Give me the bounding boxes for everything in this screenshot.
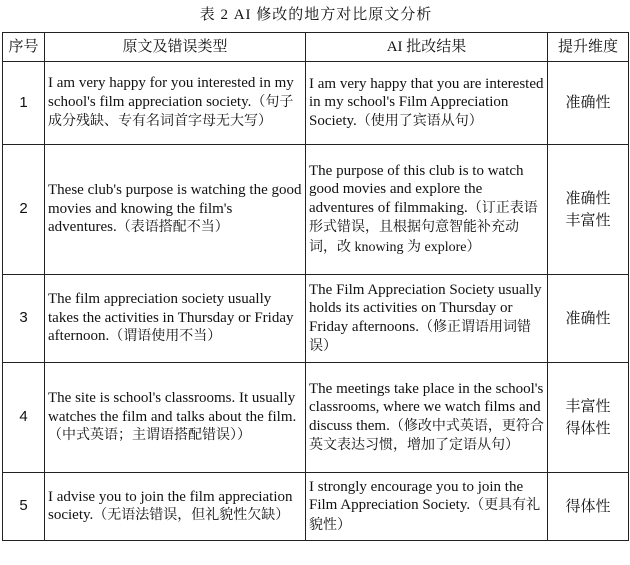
original-text-cell bbox=[45, 62, 306, 145]
ai-note: （更具有礼貌性） bbox=[309, 498, 541, 533]
row-number: 2 bbox=[3, 145, 45, 275]
row-number: 3 bbox=[3, 275, 45, 363]
ai-text-cell bbox=[306, 275, 548, 363]
dimension-cell bbox=[548, 145, 629, 275]
ai-text-cell bbox=[306, 363, 548, 473]
table-caption: 表 2 AI 修改的地方对比原文分析 bbox=[199, 7, 433, 23]
dimension-label: 得体性 bbox=[565, 498, 611, 515]
original-error-note: （无语法错误，但礼貌性欠缺） bbox=[93, 508, 290, 523]
ai-note: （修正谓语用词错误） bbox=[309, 319, 531, 354]
original-text-cell bbox=[45, 473, 306, 541]
dimension-cell bbox=[548, 473, 629, 541]
dimension-label: 准确性 bbox=[565, 190, 611, 207]
dimension-label: 准确性 bbox=[565, 310, 611, 327]
original-error-note: （表语搭配不当） bbox=[116, 220, 229, 236]
dimension-label: 得体性 bbox=[565, 420, 611, 437]
table-header-row bbox=[3, 33, 629, 62]
header-number: 序号 bbox=[3, 33, 45, 62]
original-text: The film appreciation society usually takes the activities in Thursday or Friday afternoon. bbox=[48, 291, 294, 345]
original-text-cell bbox=[45, 275, 306, 363]
ai-note: （修改中式英语，更符合英文表达习惯，增加了定语从句） bbox=[309, 418, 544, 453]
row-number: 4 bbox=[3, 363, 45, 473]
table-row bbox=[3, 275, 629, 363]
original-text: I advise you to join the film appreciation society. bbox=[48, 488, 293, 523]
ai-note: （订正表语形式错误，且根据句意智能补充动词，改 knowing 为 explore） bbox=[309, 200, 538, 255]
row-number: 1 bbox=[3, 62, 45, 145]
table-row bbox=[3, 473, 629, 541]
original-error-note: （谓语使用不当） bbox=[109, 329, 222, 345]
dimension-cell bbox=[548, 363, 629, 473]
ai-note: （使用了宾语从句） bbox=[356, 113, 483, 129]
table-row bbox=[3, 62, 629, 145]
ai-text: The meetings take place in the school's classrooms, where we watch films and discuss them. bbox=[309, 380, 544, 434]
row-number: 5 bbox=[3, 473, 45, 541]
table-row bbox=[3, 145, 629, 275]
dimension-label: 丰富性 bbox=[565, 398, 611, 415]
header-ai: AI 批改结果 bbox=[306, 33, 548, 62]
comparison-table bbox=[2, 32, 629, 541]
ai-text-cell bbox=[306, 62, 548, 145]
ai-text: The purpose of this club is to watch good movies and explore the adventures of filmmaking. bbox=[309, 162, 524, 216]
ai-text-cell bbox=[306, 145, 548, 275]
dimension-cell bbox=[548, 62, 629, 145]
dimension-cell bbox=[548, 275, 629, 363]
dimension-label: 丰富性 bbox=[565, 212, 611, 229]
ai-text: The Film Appreciation Society usually holds its activities on Thursday or Friday afternoons. bbox=[309, 281, 542, 335]
ai-text: I am very happy that you are interested in my school's Film Appreciation Society. bbox=[309, 75, 544, 129]
header-dimension: 提升维度 bbox=[548, 33, 629, 62]
original-text: The site is school's classrooms. It usually watches the film and talks about the film. bbox=[48, 390, 297, 425]
header-original: 原文及错误类型 bbox=[45, 33, 306, 62]
original-text-cell bbox=[45, 363, 306, 473]
original-error-note: （句子成分残缺、专有名词首字母无大写） bbox=[48, 94, 294, 130]
original-text: These club's purpose is watching the good movies and knowing the film's adventures. bbox=[48, 182, 302, 236]
ai-text-cell bbox=[306, 473, 548, 541]
original-text-cell bbox=[45, 145, 306, 275]
original-text: I am very happy for you interested in my school's film appreciation society. bbox=[48, 75, 294, 110]
original-error-note: （中式英语；主谓语搭配错误）） bbox=[48, 428, 251, 444]
dimension-label: 准确性 bbox=[565, 95, 611, 111]
ai-text: I strongly encourage you to join the Film Appreciation Society. bbox=[309, 478, 524, 514]
table-row bbox=[3, 363, 629, 473]
